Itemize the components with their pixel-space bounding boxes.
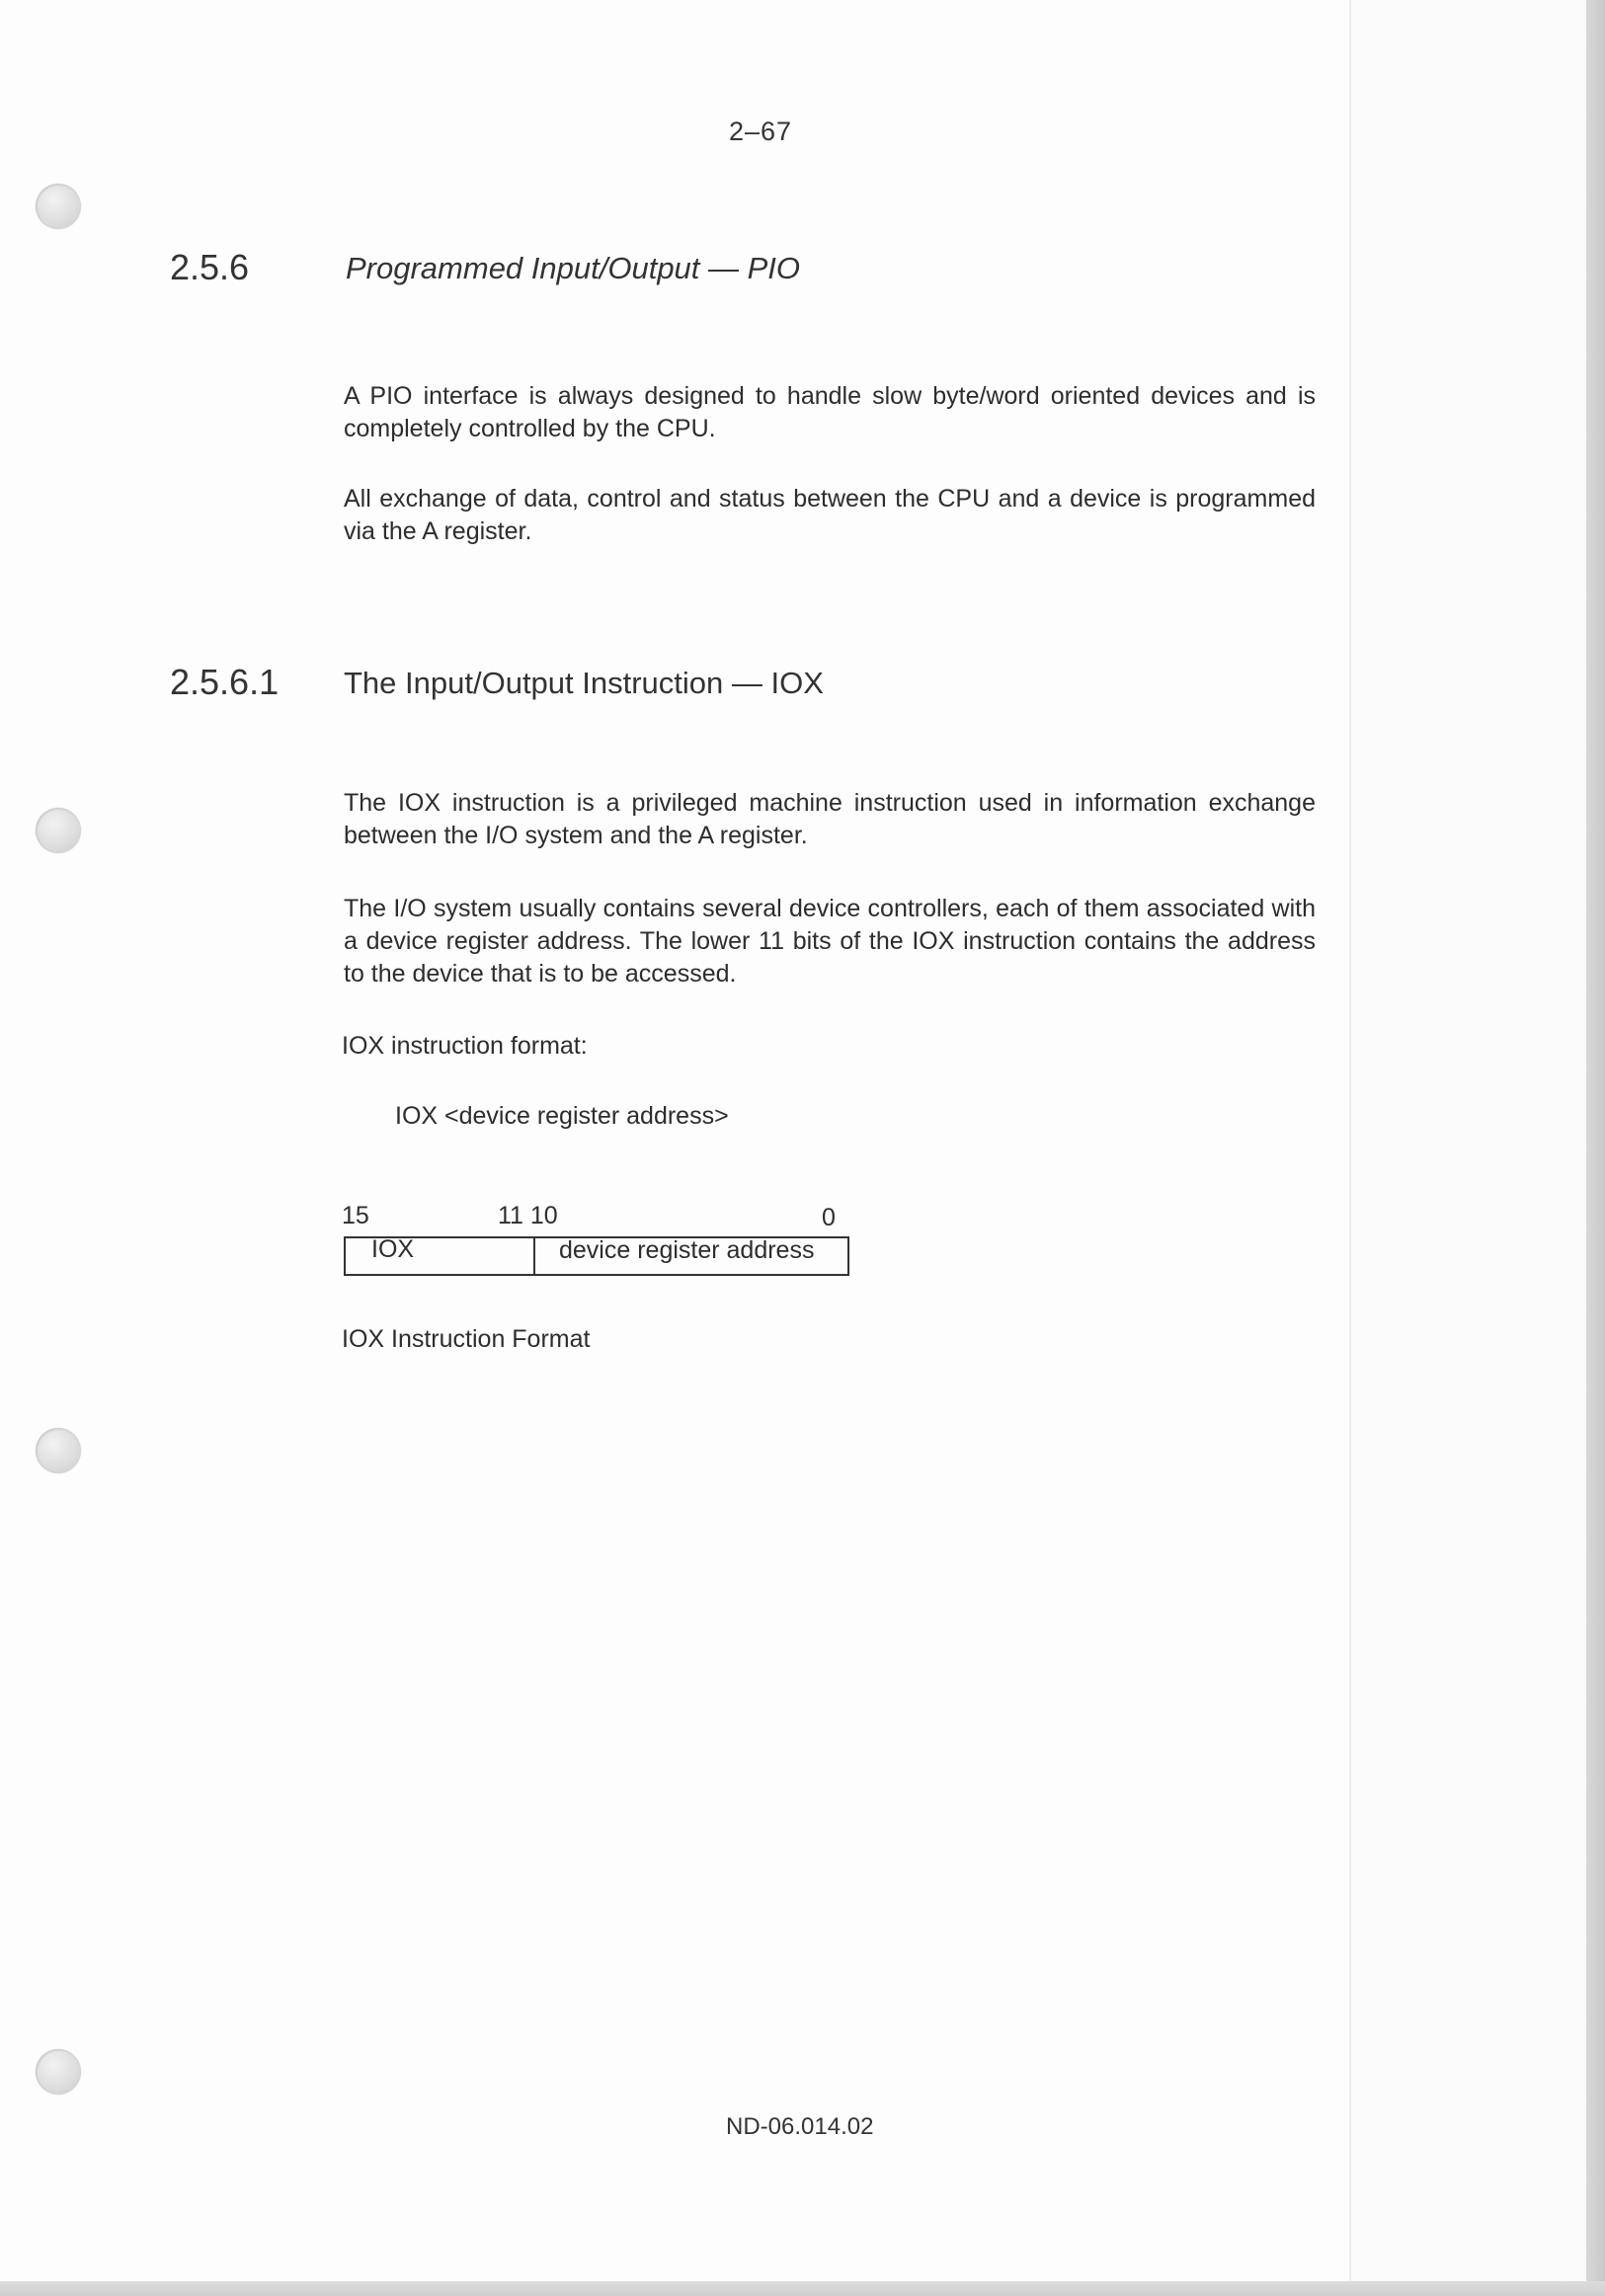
bit-label-15: 15 <box>342 1202 369 1229</box>
page-right-margin <box>1349 0 1588 2296</box>
page-edge-right <box>1586 0 1605 2296</box>
paragraph-iox-1 <box>344 787 1316 852</box>
paragraph-text: The I/O system usually contains several device controllers, each of them associated with a device register address. The lower 11 bits of the IOX instruction contains the address to the device that is to be accessed. <box>344 895 1316 988</box>
document-code: ND-06.014.02 <box>726 2113 874 2140</box>
page-edge-bottom <box>0 2281 1605 2296</box>
figure-caption: IOX Instruction Format <box>342 1325 591 1353</box>
binder-hole-3 <box>36 1428 81 1473</box>
field-opcode: IOX <box>371 1235 415 1263</box>
section-number-pio: 2.5.6 <box>170 247 250 287</box>
section-title-iox: The Input/Output Instruction — IOX <box>344 666 824 700</box>
format-label: IOX instruction format: <box>342 1032 588 1060</box>
paragraph-iox-2 <box>344 893 1316 990</box>
page-number: 2–67 <box>729 117 793 146</box>
section-number-iox: 2.5.6.1 <box>170 662 280 702</box>
binder-hole-4 <box>36 2049 81 2095</box>
paragraph-pio-1 <box>344 380 1316 445</box>
format-syntax: IOX <device register address> <box>395 1102 729 1130</box>
paragraph-text: A PIO interface is always designed to handle slow byte/word oriented devices and is completely controlled by the CPU. <box>344 382 1316 442</box>
paragraph-pio-2 <box>344 483 1316 548</box>
binder-hole-2 <box>36 808 81 853</box>
bit-label-11-10: 11 10 <box>498 1202 558 1229</box>
paragraph-text: All exchange of data, control and status between the CPU and a device is programmed via the A register. <box>344 485 1316 545</box>
section-title-pio: Programmed Input/Output — PIO <box>346 251 801 285</box>
field-divider <box>533 1236 535 1276</box>
bit-label-0: 0 <box>822 1204 836 1231</box>
paragraph-text: The IOX instruction is a privileged machine instruction used in information exchange between the I/O system and the A register. <box>344 789 1316 849</box>
field-device-address: device register address <box>559 1236 815 1264</box>
binder-hole-1 <box>36 184 81 229</box>
